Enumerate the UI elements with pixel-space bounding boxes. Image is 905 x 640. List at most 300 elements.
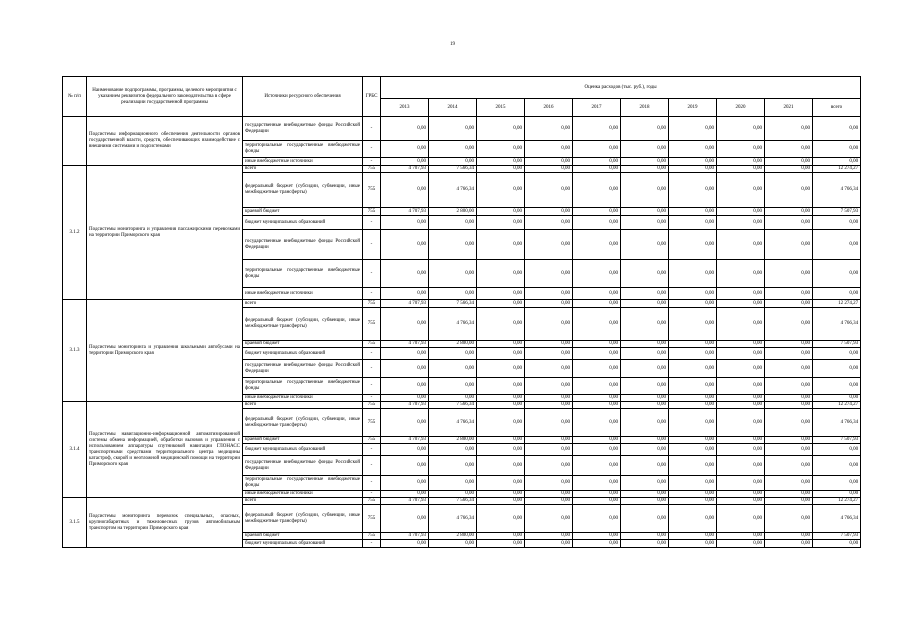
year-value: 0,00	[525, 260, 573, 288]
year-value: 0,00	[573, 141, 621, 158]
year-value: 0,00	[717, 444, 765, 456]
year-value: 0,00	[669, 158, 717, 166]
year-value: 0,00	[525, 230, 573, 260]
year-value: 0,00	[621, 173, 669, 208]
year-value: 0,00	[717, 341, 765, 348]
year-value: 0,00	[477, 498, 525, 505]
year-value: 0,00	[525, 141, 573, 158]
year-value: 0,00	[765, 540, 813, 548]
year-value: 0,00	[765, 158, 813, 166]
year-value: 0,00	[669, 288, 717, 300]
year-value: 0,00	[669, 402, 717, 409]
year-value: 0,00	[717, 456, 765, 476]
total-value: 4 766,34	[813, 409, 861, 437]
year-value: 0,00	[429, 378, 477, 395]
year-value: 7 566,34	[429, 498, 477, 505]
funding-source: всего	[243, 300, 363, 308]
year-value: 0,00	[669, 540, 717, 548]
table-row	[63, 300, 861, 308]
year-value: 0,00	[717, 540, 765, 548]
year-value: 0,00	[669, 173, 717, 208]
year-value: 0,00	[525, 444, 573, 456]
total-value: 7 507,93	[813, 533, 861, 540]
page-number: 19	[450, 42, 455, 47]
year-value: 0,00	[429, 141, 477, 158]
year-value: 4 707,93	[381, 166, 429, 173]
year-value: 0,00	[765, 505, 813, 533]
year-value: 0,00	[765, 378, 813, 395]
year-value: 4 707,93	[381, 341, 429, 348]
funding-source: краевой бюджет	[243, 341, 363, 348]
funding-source: государственные внебюджетные фонды Российской Федерации	[243, 360, 363, 378]
year-value: 0,00	[669, 300, 717, 308]
year-value: 0,00	[573, 444, 621, 456]
year-value: 2 800,00	[429, 208, 477, 216]
year-value: 0,00	[669, 360, 717, 378]
year-value: 4 766,34	[429, 308, 477, 341]
year-value: 0,00	[621, 402, 669, 409]
year-value: 0,00	[381, 540, 429, 548]
year-value: 0,00	[525, 476, 573, 491]
grbs-code: -	[363, 288, 381, 300]
year-value: 0,00	[573, 158, 621, 166]
year-value: 0,00	[477, 166, 525, 173]
year-value: 0,00	[717, 166, 765, 173]
total-value: 0,00	[813, 230, 861, 260]
year-value: 0,00	[765, 498, 813, 505]
year-value: 0,00	[477, 491, 525, 498]
year-value: 0,00	[477, 360, 525, 378]
total-value: 0,00	[813, 540, 861, 548]
funding-source: иные внебюджетные источники	[243, 288, 363, 300]
year-value: 0,00	[765, 476, 813, 491]
grbs-code: -	[363, 378, 381, 395]
year-value: 0,00	[717, 533, 765, 540]
program-name: Подсистемы информационного обеспечения деятельности органов государственной власти, средств, обеспечивающих взаимодействие с внешними системами и подсистемами	[87, 117, 243, 166]
year-header: 2016	[525, 99, 573, 117]
year-value: 0,00	[717, 308, 765, 341]
year-value: 0,00	[621, 166, 669, 173]
year-value: 0,00	[573, 476, 621, 491]
year-value: 0,00	[621, 341, 669, 348]
year-value: 0,00	[621, 491, 669, 498]
year-value: 0,00	[573, 166, 621, 173]
year-value: 0,00	[477, 300, 525, 308]
year-value: 0,00	[621, 409, 669, 437]
year-value: 0,00	[477, 308, 525, 341]
funding-source: иные внебюджетные источники	[243, 158, 363, 166]
year-value: 0,00	[381, 230, 429, 260]
year-value: 0,00	[669, 260, 717, 288]
year-value: 4 707,93	[381, 437, 429, 444]
year-value: 0,00	[669, 341, 717, 348]
header-grbs: ГРБС	[363, 77, 381, 117]
year-value: 0,00	[621, 216, 669, 230]
total-value: 0,00	[813, 117, 861, 141]
total-value: 4 766,34	[813, 308, 861, 341]
year-value: 0,00	[573, 378, 621, 395]
year-value: 0,00	[381, 491, 429, 498]
year-value: 0,00	[621, 288, 669, 300]
total-value: 0,00	[813, 491, 861, 498]
year-value: 0,00	[429, 216, 477, 230]
year-value: 0,00	[381, 378, 429, 395]
year-value: 0,00	[429, 444, 477, 456]
year-value: 0,00	[573, 348, 621, 360]
year-value: 0,00	[669, 533, 717, 540]
year-value: 0,00	[525, 402, 573, 409]
year-value: 0,00	[717, 216, 765, 230]
year-value: 0,00	[669, 166, 717, 173]
year-value: 0,00	[525, 348, 573, 360]
year-value: 0,00	[765, 288, 813, 300]
year-value: 0,00	[717, 300, 765, 308]
year-value: 0,00	[525, 540, 573, 548]
year-value: 0,00	[621, 456, 669, 476]
year-value: 0,00	[717, 505, 765, 533]
year-header: 2021	[765, 99, 813, 117]
total-value: 0,00	[813, 216, 861, 230]
grbs-code: 755	[363, 533, 381, 540]
year-value: 0,00	[381, 505, 429, 533]
year-header: 2015	[477, 99, 525, 117]
year-value: 0,00	[477, 230, 525, 260]
year-value: 0,00	[765, 533, 813, 540]
year-value: 0,00	[525, 456, 573, 476]
year-value: 0,00	[573, 395, 621, 402]
year-value: 0,00	[477, 444, 525, 456]
funding-source: иные внебюджетные источники	[243, 395, 363, 402]
year-value: 0,00	[717, 476, 765, 491]
year-value: 0,00	[573, 308, 621, 341]
item-number: 3.1.5	[63, 498, 87, 548]
year-value: 0,00	[765, 173, 813, 208]
year-value: 0,00	[381, 395, 429, 402]
year-header: 2018	[621, 99, 669, 117]
table-body	[63, 117, 861, 548]
year-value: 0,00	[477, 260, 525, 288]
year-value: 4 766,34	[429, 409, 477, 437]
funding-source: государственные внебюджетные фонды Российской Федерации	[243, 456, 363, 476]
year-value: 0,00	[621, 505, 669, 533]
year-value: 0,00	[765, 166, 813, 173]
year-value: 0,00	[621, 498, 669, 505]
funding-source: бюджет муниципальных образований	[243, 444, 363, 456]
year-value: 4 707,93	[381, 208, 429, 216]
year-value: 0,00	[429, 117, 477, 141]
year-value: 0,00	[381, 456, 429, 476]
year-value: 0,00	[669, 444, 717, 456]
year-value: 0,00	[525, 491, 573, 498]
funding-source: всего	[243, 166, 363, 173]
grbs-code: -	[363, 117, 381, 141]
year-value: 4 766,34	[429, 505, 477, 533]
year-value: 4 766,34	[429, 173, 477, 208]
year-value: 0,00	[573, 437, 621, 444]
total-value: 4 766,34	[813, 173, 861, 208]
year-value: 0,00	[477, 173, 525, 208]
year-value: 0,00	[765, 348, 813, 360]
year-value: 0,00	[477, 208, 525, 216]
year-value: 0,00	[669, 348, 717, 360]
year-header: 2020	[717, 99, 765, 117]
header-num: № п/п	[63, 77, 87, 117]
year-value: 0,00	[381, 409, 429, 437]
year-value: 0,00	[525, 341, 573, 348]
year-value: 0,00	[765, 491, 813, 498]
grbs-code: -	[363, 476, 381, 491]
year-value: 0,00	[717, 491, 765, 498]
header-estimate: Оценка расходов (тыс. руб.), годы	[381, 77, 861, 99]
year-value: 4 707,93	[381, 498, 429, 505]
year-value: 0,00	[717, 230, 765, 260]
year-value: 0,00	[717, 208, 765, 216]
year-value: 0,00	[621, 308, 669, 341]
total-value: 0,00	[813, 444, 861, 456]
year-value: 0,00	[621, 540, 669, 548]
year-value: 0,00	[669, 456, 717, 476]
year-value: 0,00	[381, 348, 429, 360]
grbs-code: 755	[363, 308, 381, 341]
year-value: 0,00	[477, 341, 525, 348]
year-value: 0,00	[525, 378, 573, 395]
year-value: 0,00	[573, 341, 621, 348]
funding-source: краевой бюджет	[243, 437, 363, 444]
year-value: 0,00	[669, 208, 717, 216]
grbs-code: -	[363, 158, 381, 166]
grbs-code: -	[363, 491, 381, 498]
year-value: 0,00	[573, 409, 621, 437]
year-value: 0,00	[765, 216, 813, 230]
year-value: 0,00	[477, 378, 525, 395]
year-value: 0,00	[717, 260, 765, 288]
year-value: 0,00	[717, 117, 765, 141]
year-value: 0,00	[573, 208, 621, 216]
year-value: 0,00	[573, 260, 621, 288]
year-value: 0,00	[765, 308, 813, 341]
expense-table	[62, 76, 861, 548]
total-value: 12 274,27	[813, 166, 861, 173]
year-value: 0,00	[477, 437, 525, 444]
grbs-code: 755	[363, 300, 381, 308]
grbs-code: 755	[363, 409, 381, 437]
total-value: 12 274,27	[813, 300, 861, 308]
year-value: 0,00	[381, 308, 429, 341]
year-value: 0,00	[429, 456, 477, 476]
year-value: 0,00	[669, 476, 717, 491]
year-value: 0,00	[621, 437, 669, 444]
year-value: 0,00	[669, 378, 717, 395]
year-value: 0,00	[429, 395, 477, 402]
year-value: 0,00	[573, 540, 621, 548]
table-header	[63, 77, 861, 117]
year-value: 0,00	[765, 141, 813, 158]
year-header: 2019	[669, 99, 717, 117]
year-value: 0,00	[669, 437, 717, 444]
year-value: 0,00	[573, 288, 621, 300]
year-value: 0,00	[525, 158, 573, 166]
header-name: Наименование подпрограммы, программы, целевого мероприятия с указанием реквизитов федерального законодательства в сфере реализации государственной программы	[87, 77, 243, 117]
funding-source: бюджет муниципальных образований	[243, 540, 363, 548]
year-value: 0,00	[765, 260, 813, 288]
year-value: 4 707,93	[381, 300, 429, 308]
grbs-code: 755	[363, 402, 381, 409]
year-value: 0,00	[477, 141, 525, 158]
year-value: 0,00	[429, 540, 477, 548]
year-value: 0,00	[717, 409, 765, 437]
item-number	[63, 117, 87, 166]
program-name: Подсистемы мониторинга перевозок специальных, опасных, крупногабаритных и тяжеловесных грузов автомобильным транспортом на территории Приморского края	[87, 498, 243, 548]
year-value: 0,00	[381, 260, 429, 288]
funding-source: федеральный бюджет (субсидии, субвенции, иные межбюджетные трансферты)	[243, 409, 363, 437]
year-value: 0,00	[717, 360, 765, 378]
year-value: 0,00	[765, 444, 813, 456]
year-value: 0,00	[477, 476, 525, 491]
year-value: 0,00	[621, 208, 669, 216]
funding-source: государственные внебюджетные фонды Российской Федерации	[243, 230, 363, 260]
total-value: 4 766,34	[813, 505, 861, 533]
year-header: 2017	[573, 99, 621, 117]
year-value: 0,00	[525, 360, 573, 378]
year-value: 0,00	[525, 173, 573, 208]
year-value: 0,00	[669, 117, 717, 141]
total-value: 0,00	[813, 476, 861, 491]
year-value: 0,00	[669, 141, 717, 158]
table-row	[63, 166, 861, 173]
total-value: 0,00	[813, 260, 861, 288]
year-value: 0,00	[477, 505, 525, 533]
year-value: 0,00	[477, 533, 525, 540]
year-value: 0,00	[429, 476, 477, 491]
year-value: 0,00	[765, 208, 813, 216]
year-value: 0,00	[381, 444, 429, 456]
grbs-code: 755	[363, 437, 381, 444]
year-value: 0,00	[765, 456, 813, 476]
year-value: 0,00	[477, 216, 525, 230]
year-value: 0,00	[621, 260, 669, 288]
year-value: 0,00	[525, 409, 573, 437]
year-value: 0,00	[381, 288, 429, 300]
year-value: 0,00	[765, 300, 813, 308]
grbs-code: -	[363, 456, 381, 476]
grbs-code: -	[363, 141, 381, 158]
total-value: 0,00	[813, 360, 861, 378]
year-value: 0,00	[477, 402, 525, 409]
total-value: 7 507,93	[813, 437, 861, 444]
year-value: 0,00	[717, 378, 765, 395]
grbs-code: -	[363, 348, 381, 360]
year-value: 0,00	[669, 498, 717, 505]
year-value: 0,00	[669, 491, 717, 498]
total-value: 0,00	[813, 141, 861, 158]
year-value: 2 800,00	[429, 437, 477, 444]
year-value: 0,00	[477, 456, 525, 476]
grbs-code: 755	[363, 166, 381, 173]
year-value: 0,00	[525, 308, 573, 341]
funding-source: бюджет муниципальных образований	[243, 216, 363, 230]
funding-source: федеральный бюджет (субсидии, субвенции, иные межбюджетные трансферты)	[243, 505, 363, 533]
grbs-code: -	[363, 230, 381, 260]
year-value: 0,00	[525, 288, 573, 300]
year-value: 0,00	[573, 216, 621, 230]
year-value: 0,00	[621, 230, 669, 260]
funding-source: всего	[243, 402, 363, 409]
year-value: 0,00	[381, 158, 429, 166]
grbs-code: -	[363, 216, 381, 230]
funding-source: краевой бюджет	[243, 208, 363, 216]
total-value: 0,00	[813, 158, 861, 166]
grbs-code: -	[363, 260, 381, 288]
total-value: 0,00	[813, 378, 861, 395]
year-value: 0,00	[429, 260, 477, 288]
total-value: 12 274,27	[813, 402, 861, 409]
funding-source: иные внебюджетные источники	[243, 491, 363, 498]
year-value: 0,00	[381, 141, 429, 158]
year-value: 0,00	[669, 230, 717, 260]
year-value: 0,00	[621, 360, 669, 378]
year-value: 0,00	[525, 166, 573, 173]
year-value: 0,00	[573, 505, 621, 533]
year-value: 0,00	[525, 498, 573, 505]
funding-source: территориальные государственные внебюджетные фонды	[243, 476, 363, 491]
year-value: 0,00	[669, 505, 717, 533]
grbs-code: 755	[363, 498, 381, 505]
year-value: 0,00	[573, 300, 621, 308]
year-header: 2013	[381, 99, 429, 117]
year-value: 0,00	[573, 456, 621, 476]
year-value: 0,00	[669, 216, 717, 230]
year-value: 0,00	[765, 437, 813, 444]
year-value: 0,00	[621, 378, 669, 395]
year-value: 0,00	[717, 288, 765, 300]
funding-source: территориальные государственные внебюджетные фонды	[243, 260, 363, 288]
year-value: 0,00	[477, 158, 525, 166]
year-value: 0,00	[621, 117, 669, 141]
year-header: 2014	[429, 99, 477, 117]
program-name: Подсистемы навигационно-информационной автоматизированной системы обмена информацией, обработки вызовов и управления с использованием аппаратуры спутниковой навигации ГЛОНАСС транспортными средствами территориального центра медицины катастроф, скорой и неотложной медицинской помощи на территории Приморского края	[87, 402, 243, 498]
year-value: 0,00	[381, 360, 429, 378]
grbs-code: 755	[363, 173, 381, 208]
year-value: 2 800,00	[429, 533, 477, 540]
program-name: Подсистемы мониторинга и управления пассажирскими перевозками на территории Приморского края	[87, 166, 243, 300]
year-value: 0,00	[765, 360, 813, 378]
table-row	[63, 402, 861, 409]
year-value: 0,00	[573, 491, 621, 498]
grbs-code: 755	[363, 505, 381, 533]
year-value: 0,00	[717, 141, 765, 158]
year-value: 0,00	[621, 300, 669, 308]
year-value: 0,00	[717, 437, 765, 444]
year-value: 0,00	[477, 395, 525, 402]
year-value: 0,00	[669, 409, 717, 437]
total-value: 7 507,93	[813, 341, 861, 348]
year-value: 0,00	[429, 230, 477, 260]
funding-source: территориальные государственные внебюджетные фонды	[243, 378, 363, 395]
year-value: 0,00	[573, 533, 621, 540]
grbs-code: -	[363, 395, 381, 402]
grbs-code: -	[363, 360, 381, 378]
year-value: 0,00	[381, 476, 429, 491]
year-value: 7 566,34	[429, 300, 477, 308]
year-value: 0,00	[621, 476, 669, 491]
year-value: 0,00	[717, 402, 765, 409]
grbs-code: -	[363, 444, 381, 456]
year-value: 0,00	[525, 208, 573, 216]
year-value: 0,00	[621, 395, 669, 402]
year-value: 0,00	[477, 540, 525, 548]
year-value: 0,00	[429, 288, 477, 300]
funding-source: территориальные государственные внебюджетные фонды	[243, 141, 363, 158]
